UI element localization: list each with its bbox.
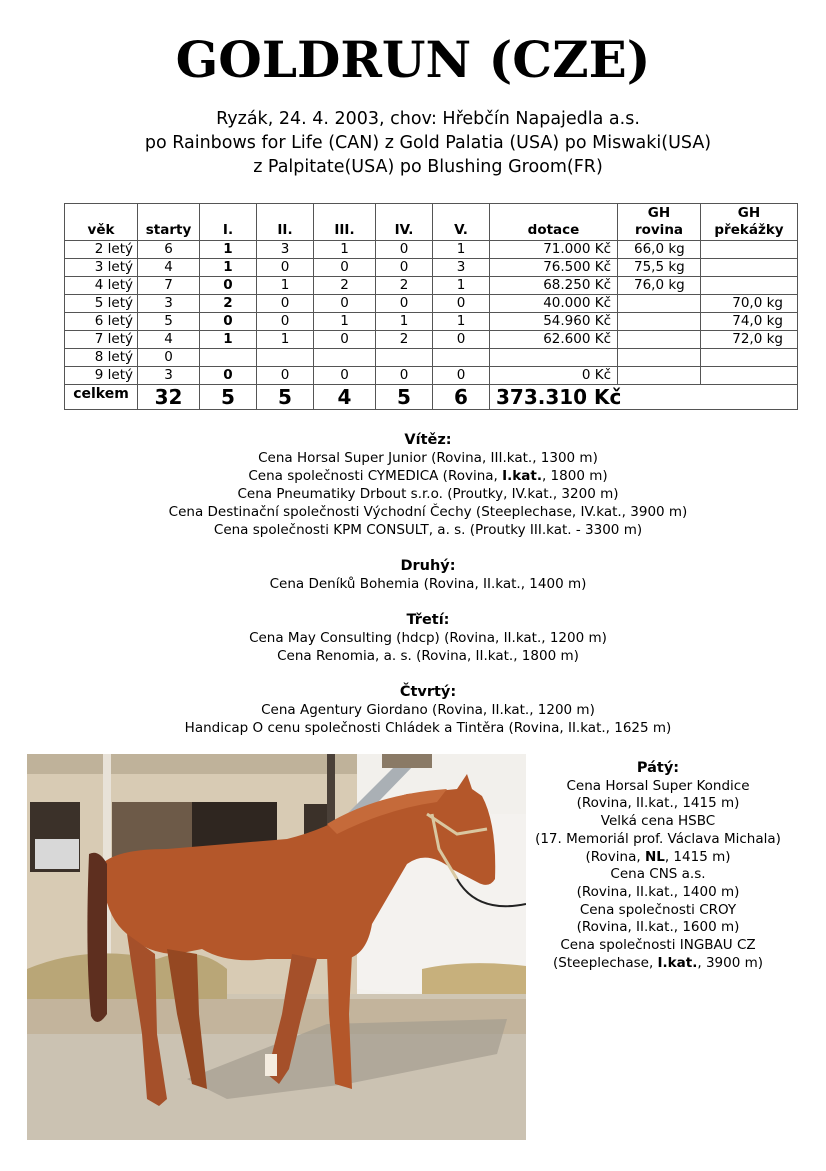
gh-flat-cell bbox=[618, 367, 701, 385]
prize-cell bbox=[490, 349, 618, 367]
starts-cell: 7 bbox=[138, 277, 200, 295]
first-place-cell: 1 bbox=[200, 331, 257, 349]
race-entry bbox=[530, 866, 786, 884]
total-label: celkem bbox=[65, 385, 138, 410]
age-cell: 4 letý bbox=[65, 277, 138, 295]
third-place-cell: 1 bbox=[314, 313, 376, 331]
second-place-cell: 0 bbox=[257, 313, 314, 331]
fourth-place-cell: 0 bbox=[376, 241, 433, 259]
starts-cell: 5 bbox=[138, 313, 200, 331]
total-starts: 32 bbox=[138, 385, 200, 410]
total-third: 4 bbox=[314, 385, 376, 410]
race-entry-text: Cena CNS a.s. bbox=[610, 866, 706, 883]
gh-flat-cell bbox=[618, 295, 701, 313]
race-entry bbox=[530, 831, 786, 849]
age-cell: 2 letý bbox=[65, 241, 138, 259]
gh-jump-cell bbox=[701, 367, 798, 385]
prize-cell: 76.500 Kč bbox=[490, 259, 618, 277]
fifth-place-cell: 1 bbox=[433, 313, 490, 331]
header-third: III. bbox=[314, 204, 376, 241]
fifth-place-cell: 1 bbox=[433, 241, 490, 259]
race-entry-text: (Rovina, II.kat., 1415 m) bbox=[576, 795, 740, 812]
race-category-emphasis: I.kat. bbox=[502, 468, 542, 484]
race-entry bbox=[0, 485, 826, 503]
pedigree-info bbox=[0, 107, 826, 179]
starts-cell: 6 bbox=[138, 241, 200, 259]
third-place-section bbox=[0, 611, 826, 665]
second-place-cell: 0 bbox=[257, 259, 314, 277]
race-entry bbox=[0, 629, 826, 647]
race-entry-text: , 1415 m) bbox=[664, 848, 731, 865]
race-entry-text: Cena společnosti INGBAU CZ bbox=[560, 937, 756, 954]
third-place-cell bbox=[314, 349, 376, 367]
race-entry bbox=[0, 449, 826, 467]
header-gh-flat bbox=[618, 204, 701, 241]
gh-flat-cell: 76,0 kg bbox=[618, 277, 701, 295]
total-prize: 373.310 Kč bbox=[490, 385, 798, 410]
prize-cell: 62.600 Kč bbox=[490, 331, 618, 349]
gh-flat-cell bbox=[618, 331, 701, 349]
race-entry-text: Cena společnosti CROY bbox=[579, 901, 737, 918]
race-results bbox=[0, 431, 826, 755]
header-gh-jump-line2: překážky bbox=[714, 222, 784, 238]
prize-cell: 40.000 Kč bbox=[490, 295, 618, 313]
race-entry bbox=[530, 884, 786, 902]
table-row bbox=[65, 331, 798, 349]
fourth-place-cell: 0 bbox=[376, 295, 433, 313]
race-category-emphasis: NL bbox=[644, 848, 665, 865]
prize-cell: 0 Kč bbox=[490, 367, 618, 385]
age-cell: 8 letý bbox=[65, 349, 138, 367]
race-entry-text: (Rovina, II.kat., 1600 m) bbox=[576, 919, 740, 936]
header-gh-jump bbox=[701, 204, 798, 241]
race-entry-text: Handicap O cenu společnosti Chládek a Tintěra (Rovina, II.kat., 1625 m) bbox=[184, 720, 672, 736]
starts-cell: 4 bbox=[138, 259, 200, 277]
sign-board bbox=[382, 754, 432, 768]
header-prize: dotace bbox=[490, 204, 618, 241]
white-sock bbox=[265, 1054, 277, 1076]
second-place-section-heading: Druhý: bbox=[400, 558, 456, 574]
age-cell: 6 letý bbox=[65, 313, 138, 331]
first-place-cell: 0 bbox=[200, 367, 257, 385]
age-cell: 5 letý bbox=[65, 295, 138, 313]
race-statistics-table bbox=[64, 203, 798, 410]
race-entry-text: Cena Horsal Super Kondice bbox=[566, 777, 750, 794]
breed-info-line: Ryzák, 24. 4. 2003, chov: Hřebčín Napajedla a.s. bbox=[216, 109, 640, 129]
table-row bbox=[65, 349, 798, 367]
header-fifth: V. bbox=[433, 204, 490, 241]
second-place-section bbox=[0, 557, 826, 593]
gh-flat-cell: 75,5 kg bbox=[618, 259, 701, 277]
age-cell: 7 letý bbox=[65, 331, 138, 349]
first-place-cell: 0 bbox=[200, 277, 257, 295]
fourth-place-cell bbox=[376, 349, 433, 367]
race-entry-text: Cena May Consulting (hdcp) (Rovina, II.kat., 1200 m) bbox=[249, 630, 607, 646]
gh-jump-cell bbox=[701, 241, 798, 259]
gh-jump-cell: 74,0 kg bbox=[701, 313, 798, 331]
first-place-cell: 2 bbox=[200, 295, 257, 313]
gh-jump-cell bbox=[701, 259, 798, 277]
gh-flat-cell bbox=[618, 349, 701, 367]
table-header-row bbox=[65, 204, 798, 241]
horse-photo bbox=[27, 754, 526, 1140]
race-entry bbox=[0, 503, 826, 521]
table-row bbox=[65, 259, 798, 277]
race-entry bbox=[530, 937, 786, 955]
race-entry bbox=[0, 719, 826, 737]
race-entry bbox=[530, 778, 786, 796]
race-entry-text: Cena Renomia, a. s. (Rovina, II.kat., 1800 m) bbox=[277, 648, 579, 664]
third-place-section-heading: Třetí: bbox=[406, 612, 450, 628]
table-row bbox=[65, 313, 798, 331]
race-entry-text: (Rovina, bbox=[585, 848, 645, 865]
table-total-row bbox=[65, 385, 798, 410]
third-place-cell: 0 bbox=[314, 331, 376, 349]
race-entry bbox=[0, 467, 826, 485]
race-entry bbox=[530, 795, 786, 813]
race-entry-text: Cena Deníků Bohemia (Rovina, II.kat., 1400 m) bbox=[269, 576, 587, 592]
horse-name-title: GOLDRUN (CZE) bbox=[175, 30, 651, 89]
fourth-place-cell: 2 bbox=[376, 277, 433, 295]
race-entry-text: Cena Agentury Giordano (Rovina, II.kat., 1200 m) bbox=[261, 702, 595, 718]
fourth-place-cell: 1 bbox=[376, 313, 433, 331]
gh-flat-cell: 66,0 kg bbox=[618, 241, 701, 259]
race-entry-text: Cena společnosti KPM CONSULT, a. s. (Proutky III.kat. - 3300 m) bbox=[213, 522, 643, 538]
gh-jump-cell bbox=[701, 349, 798, 367]
gh-jump-cell bbox=[701, 277, 798, 295]
second-place-cell: 0 bbox=[257, 295, 314, 313]
second-place-cell: 3 bbox=[257, 241, 314, 259]
first-place-cell bbox=[200, 349, 257, 367]
header-gh-jump-line1: GH bbox=[737, 205, 761, 221]
third-place-cell: 1 bbox=[314, 241, 376, 259]
age-cell: 9 letý bbox=[65, 367, 138, 385]
prize-cell: 71.000 Kč bbox=[490, 241, 618, 259]
gh-jump-cell: 70,0 kg bbox=[701, 295, 798, 313]
fourth-place-cell: 0 bbox=[376, 367, 433, 385]
first-place-cell: 0 bbox=[200, 313, 257, 331]
table-row bbox=[65, 367, 798, 385]
fifth-place-cell: 0 bbox=[433, 295, 490, 313]
header-age: věk bbox=[65, 204, 138, 241]
second-place-cell bbox=[257, 349, 314, 367]
race-entry bbox=[530, 849, 786, 867]
race-entry-text: (Steeplechase, bbox=[552, 954, 658, 971]
hay-pile-right bbox=[422, 963, 526, 994]
fourth-place-cell: 2 bbox=[376, 331, 433, 349]
second-place-cell: 1 bbox=[257, 277, 314, 295]
fifth-place-cell: 3 bbox=[433, 259, 490, 277]
race-entry-text: (17. Memoriál prof. Václava Michala) bbox=[535, 830, 781, 847]
total-fifth: 6 bbox=[433, 385, 490, 410]
race-entry-text: , 3900 m) bbox=[697, 954, 764, 971]
starts-cell: 3 bbox=[138, 367, 200, 385]
third-place-cell: 0 bbox=[314, 259, 376, 277]
fourth-place-cell: 0 bbox=[376, 259, 433, 277]
race-entry-text: Cena Horsal Super Junior (Rovina, III.kat., 1300 m) bbox=[258, 450, 598, 466]
race-entry bbox=[530, 955, 786, 973]
table-row bbox=[65, 277, 798, 295]
starts-cell: 3 bbox=[138, 295, 200, 313]
starts-cell: 4 bbox=[138, 331, 200, 349]
fifth-place-section bbox=[530, 760, 786, 972]
fifth-place-section-heading: Pátý: bbox=[636, 760, 680, 776]
header-starts: starty bbox=[138, 204, 200, 241]
race-entry-text: Cena Pneumatiky Drbout s.r.o. (Proutky, IV.kat., 3200 m) bbox=[237, 486, 619, 502]
header-gh-flat-line1: GH bbox=[647, 205, 671, 221]
race-entry bbox=[0, 701, 826, 719]
race-entry-text: Velká cena HSBC bbox=[600, 813, 716, 830]
fifth-place-cell bbox=[433, 349, 490, 367]
header-first: I. bbox=[200, 204, 257, 241]
horse-tail bbox=[87, 853, 107, 1022]
starts-cell: 0 bbox=[138, 349, 200, 367]
race-entry-text: Cena společnosti CYMEDICA (Rovina, bbox=[248, 468, 503, 484]
race-entry bbox=[530, 813, 786, 831]
fifth-place-cell: 0 bbox=[433, 331, 490, 349]
pedigree-line-2: z Palpitate(USA) po Blushing Groom(FR) bbox=[253, 157, 603, 177]
first-place-cell: 1 bbox=[200, 241, 257, 259]
race-entry bbox=[530, 902, 786, 920]
total-second: 5 bbox=[257, 385, 314, 410]
race-entry-text: , 1800 m) bbox=[541, 468, 608, 484]
fifth-place-cell: 1 bbox=[433, 277, 490, 295]
race-entry bbox=[0, 575, 826, 593]
race-results-fifth bbox=[530, 760, 786, 972]
total-first: 5 bbox=[200, 385, 257, 410]
header-gh-flat-line2: rovina bbox=[634, 222, 684, 238]
third-place-cell: 2 bbox=[314, 277, 376, 295]
header-second: II. bbox=[257, 204, 314, 241]
horse-photo-illustration bbox=[27, 754, 526, 1140]
second-place-cell: 0 bbox=[257, 367, 314, 385]
header-fourth: IV. bbox=[376, 204, 433, 241]
total-fourth: 5 bbox=[376, 385, 433, 410]
gh-flat-cell bbox=[618, 313, 701, 331]
fifth-place-cell: 0 bbox=[433, 367, 490, 385]
race-entry bbox=[0, 521, 826, 539]
fourth-place-section-heading: Čtvrtý: bbox=[399, 684, 457, 700]
third-place-cell: 0 bbox=[314, 295, 376, 313]
first-place-cell: 1 bbox=[200, 259, 257, 277]
winner-section-heading: Vítěz: bbox=[404, 432, 452, 448]
window-glass bbox=[35, 839, 79, 869]
race-entry-text: Cena Destinační společnosti Východní Čechy (Steeplechase, IV.kat., 3900 m) bbox=[168, 504, 688, 520]
pedigree-line-1: po Rainbows for Life (CAN) z Gold Palatia (USA) po Miswaki(USA) bbox=[144, 133, 712, 153]
race-entry-text: (Rovina, II.kat., 1400 m) bbox=[576, 883, 740, 900]
race-entry bbox=[0, 647, 826, 665]
second-place-cell: 1 bbox=[257, 331, 314, 349]
third-place-cell: 0 bbox=[314, 367, 376, 385]
age-cell: 3 letý bbox=[65, 259, 138, 277]
prize-cell: 68.250 Kč bbox=[490, 277, 618, 295]
race-category-emphasis: I.kat. bbox=[657, 954, 698, 971]
table-row bbox=[65, 295, 798, 313]
winner-section bbox=[0, 431, 826, 539]
prize-cell: 54.960 Kč bbox=[490, 313, 618, 331]
race-entry bbox=[530, 919, 786, 937]
table-row bbox=[65, 241, 798, 259]
fourth-place-section bbox=[0, 683, 826, 737]
gh-jump-cell: 72,0 kg bbox=[701, 331, 798, 349]
